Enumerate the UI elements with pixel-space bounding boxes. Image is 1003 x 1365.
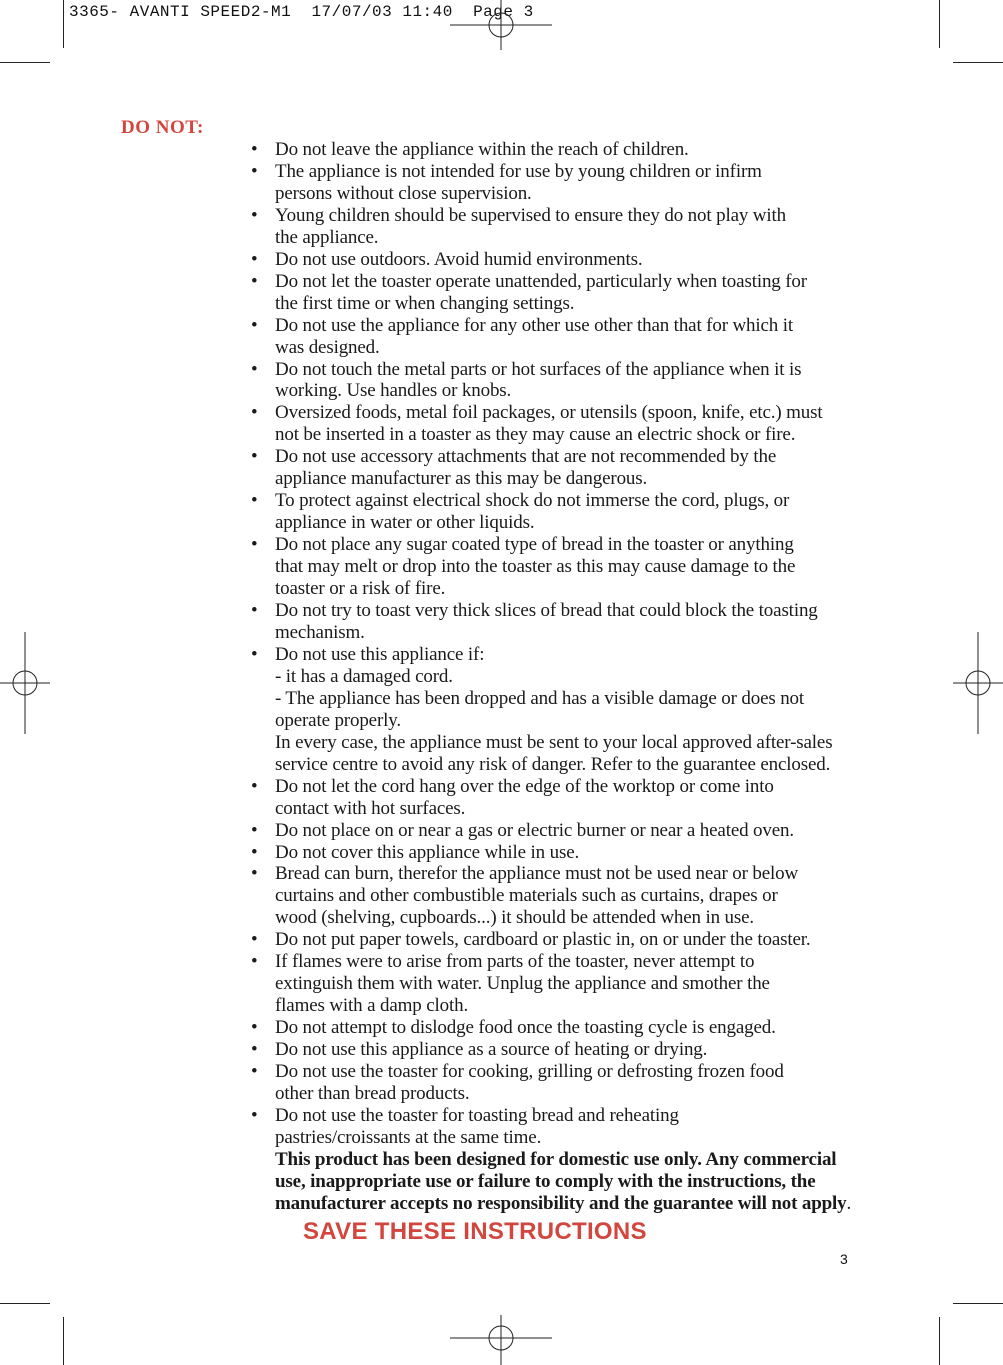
list-item	[249, 402, 889, 446]
list-item	[249, 271, 889, 315]
list-item	[249, 359, 889, 403]
list-item-line: was designed.	[275, 336, 380, 358]
list-item-line: toaster or a risk of fire.	[275, 578, 446, 600]
list-item-line: In every case, the appliance must be sent to your local approved after-sales	[275, 731, 833, 753]
list-item-line: To protect against electrical shock do not immerse the cord, plugs, or	[275, 490, 790, 512]
list-item	[249, 205, 889, 249]
registration-mark-left	[0, 632, 50, 734]
registration-mark-right	[953, 632, 1003, 734]
crop-mark	[939, 0, 940, 48]
list-item-line: wood (shelving, cupboards...) it should be attended when in use.	[275, 907, 755, 929]
list-item-line: the first time or when changing settings.	[275, 292, 575, 314]
crop-mark	[953, 62, 1003, 63]
list-item-line: Do not use accessory attachments that are not recommended by the	[275, 446, 777, 468]
list-item-line: If flames were to arise from parts of the toaster, never attempt to	[275, 951, 755, 973]
list-item-line: Do not try to toast very thick slices of bread that could block the toasting	[275, 600, 818, 622]
list-item-line: The appliance is not intended for use by young children or infirm	[275, 160, 762, 182]
save-instructions: SAVE THESE INSTRUCTIONS	[303, 1218, 647, 1245]
list-item-line: - The appliance has been dropped and has a visible damage or does not	[275, 687, 805, 709]
list-item-line: Do not use the toaster for toasting bread and reheating	[275, 1104, 679, 1126]
crop-mark	[63, 0, 64, 48]
list-item	[249, 446, 889, 490]
list-item-line: appliance manufacturer as this may be dangerous.	[275, 468, 648, 490]
list-item-line: operate properly.	[275, 709, 401, 731]
disclaimer	[249, 1149, 889, 1215]
list-item-line: Bread can burn, therefor the appliance must not be used near or below	[275, 863, 799, 885]
registration-mark-top	[450, 0, 552, 50]
list-item	[249, 1017, 889, 1039]
list-item-line: Do not cover this appliance while in use.	[275, 841, 580, 863]
list-item-line: Do not use the appliance for any other use other than that for which it	[275, 314, 794, 336]
list-item-line: working. Use handles or knobs.	[275, 380, 512, 402]
list-item-line: mechanism.	[275, 621, 365, 643]
list-item	[249, 490, 889, 534]
list-item	[249, 951, 889, 1017]
list-item	[249, 161, 889, 205]
list-item-line: curtains and other combustible materials such as curtains, drapes or	[275, 885, 778, 907]
safety-instructions	[249, 139, 889, 1215]
list-item	[249, 644, 889, 776]
list-item-line: that may melt or drop into the toaster as this may cause damage to the	[275, 556, 796, 578]
list-item	[249, 600, 889, 644]
list-item	[249, 1039, 889, 1061]
list-item-line: other than bread products.	[275, 1082, 470, 1104]
list-item-line: Do not let the cord hang over the edge of the worktop or come into	[275, 775, 774, 797]
disclaimer-period: .	[846, 1192, 852, 1214]
registration-mark-bottom	[450, 1315, 552, 1365]
list-item-line: persons without close supervision.	[275, 182, 532, 204]
list-item	[249, 820, 889, 842]
list-item	[249, 929, 889, 951]
disclaimer-line: use, inappropriate use or failure to comply with the instructions, the	[275, 1170, 816, 1192]
list-item	[249, 249, 889, 271]
list-item-line: Oversized foods, metal foil packages, or utensils (spoon, knife, etc.) must	[275, 402, 823, 424]
list-item-line: Do not use outdoors. Avoid humid environments.	[275, 248, 643, 270]
warning-list	[249, 139, 889, 1149]
section-heading: DO NOT:	[121, 117, 204, 138]
list-item-line: service centre to avoid any risk of danger. Refer to the guarantee enclosed.	[275, 753, 831, 775]
list-item-line: Young children should be supervised to ensure they do not play with	[275, 204, 786, 226]
list-item-line: pastries/croissants at the same time.	[275, 1126, 542, 1148]
list-item-line: flames with a damp cloth.	[275, 995, 469, 1017]
list-item-line: Do not use this appliance if:	[275, 643, 485, 665]
list-item-line: Do not leave the appliance within the reach of children.	[275, 139, 689, 160]
list-item	[249, 842, 889, 864]
list-item-line: - it has a damaged cord.	[275, 665, 453, 687]
list-item-line: Do not place any sugar coated type of bread in the toaster or anything	[275, 534, 794, 556]
list-item	[249, 1105, 889, 1149]
disclaimer-line: This product has been designed for domestic use only. Any commercial	[275, 1148, 837, 1170]
list-item-line: Do not use the toaster for cooking, grilling or defrosting frozen food	[275, 1061, 784, 1083]
list-item-line: Do not touch the metal parts or hot surfaces of the appliance when it is	[275, 358, 802, 380]
list-item	[249, 863, 889, 929]
list-item-line: Do not place on or near a gas or electric burner or near a heated oven.	[275, 819, 794, 841]
crop-mark	[953, 1303, 1003, 1304]
list-item-line: appliance in water or other liquids.	[275, 512, 535, 534]
list-item-line: Do not attempt to dislodge food once the toasting cycle is engaged.	[275, 1017, 776, 1039]
page-number: 3	[840, 1251, 848, 1267]
crop-mark	[0, 62, 50, 63]
printer-slug: 3365- AVANTI SPEED2-M1 17/07/03 11:40 Page 3	[69, 3, 534, 21]
crop-mark	[0, 1303, 50, 1304]
crop-mark	[939, 1317, 940, 1365]
list-item	[249, 534, 889, 600]
list-item-line: extinguish them with water. Unplug the appliance and smother the	[275, 973, 770, 995]
list-item-line: contact with hot surfaces.	[275, 797, 466, 819]
list-item-line: Do not put paper towels, cardboard or plastic in, on or under the toaster.	[275, 929, 811, 951]
crop-mark	[63, 1317, 64, 1365]
list-item-line: Do not let the toaster operate unattended, particularly when toasting for	[275, 270, 807, 292]
list-item	[249, 315, 889, 359]
list-item	[249, 139, 889, 161]
list-item	[249, 1061, 889, 1105]
list-item-line: not be inserted in a toaster as they may cause an electric shock or fire.	[275, 424, 796, 446]
list-item-line: the appliance.	[275, 226, 379, 248]
list-item-line: Do not use this appliance as a source of heating or drying.	[275, 1039, 708, 1061]
list-item	[249, 776, 889, 820]
disclaimer-line: manufacturer accepts no responsibility and the guarantee will not apply	[275, 1192, 847, 1214]
